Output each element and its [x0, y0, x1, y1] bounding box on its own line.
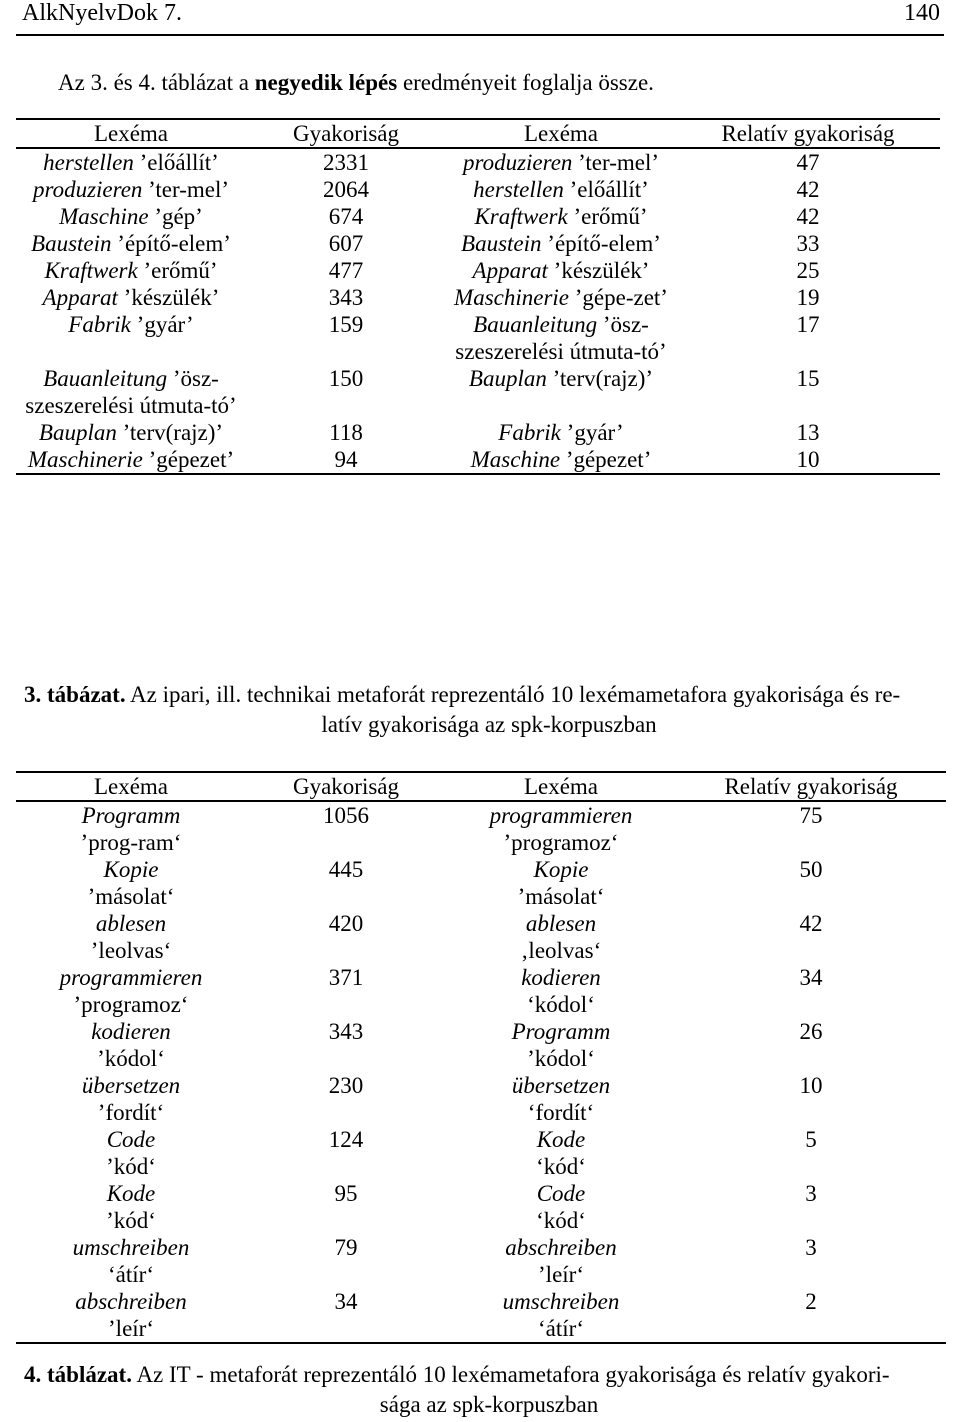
- lexeme-word: Maschine: [59, 204, 149, 229]
- relative-frequency-cell: 34: [799, 965, 823, 990]
- lexeme-cell: [16, 964, 246, 1018]
- journal-title: AlkNyelvDok 7.: [22, 0, 182, 26]
- lexeme-word: herstellen: [473, 177, 564, 202]
- lexeme-word: Baustein: [461, 231, 542, 256]
- table-3-caption: [24, 680, 954, 740]
- lexeme-cell: [446, 419, 676, 446]
- lexeme-word: Bauplan: [38, 420, 117, 445]
- lexeme-word: Kopie: [103, 857, 159, 882]
- lexeme-gloss: ’építő-elem’: [541, 231, 661, 256]
- table-3: [16, 118, 940, 475]
- column-header: Gyakoriság: [292, 121, 400, 146]
- column-header: Lexéma: [523, 121, 599, 146]
- lexeme-cell: [16, 1126, 246, 1180]
- lexeme-word: übersetzen: [81, 1073, 181, 1098]
- relative-frequency-cell: 10: [796, 447, 820, 472]
- lexeme-word: Maschinerie: [454, 285, 569, 310]
- lexeme-word: programmieren: [59, 965, 203, 990]
- lexeme-cell: [446, 1018, 676, 1072]
- lexeme-gloss: ’ter-mel’: [142, 177, 230, 202]
- relative-frequency-cell: 13: [796, 420, 820, 445]
- lexeme-gloss: ’kódol‘: [97, 1046, 165, 1071]
- caption-label: 4. táblázat.: [24, 1362, 132, 1387]
- relative-frequency-cell: 2: [805, 1289, 817, 1314]
- lexeme-cell: [446, 910, 676, 964]
- lexeme-cell: [446, 284, 676, 311]
- lexeme-cell: [16, 284, 246, 311]
- relative-frequency-cell: 3: [805, 1181, 817, 1206]
- lexeme-cell: [16, 856, 246, 910]
- lexeme-word: Kode: [106, 1181, 156, 1206]
- column-header: Lexéma: [93, 121, 169, 146]
- lexeme-gloss: ’másolat‘: [87, 884, 175, 909]
- lexeme-cell: [16, 801, 246, 856]
- lexeme-gloss: ’kód‘: [106, 1208, 156, 1233]
- lexeme-word: Code: [536, 1181, 586, 1206]
- frequency-cell: 118: [329, 420, 363, 445]
- lexeme-cell: [446, 176, 676, 203]
- frequency-cell: 674: [328, 204, 364, 229]
- lexeme-gloss: ’kód‘: [106, 1154, 156, 1179]
- lexeme-gloss: ’gép’: [148, 204, 203, 229]
- lexeme-cell: [16, 1234, 246, 1288]
- table-row: [16, 1288, 946, 1343]
- lexeme-gloss: ‘átír‘: [108, 1262, 154, 1287]
- lexeme-word: Programm: [81, 803, 181, 828]
- lexeme-gloss: ’ösz-szeszerelési útmuta-tó’: [25, 366, 237, 418]
- lexeme-cell: [446, 311, 676, 365]
- lexeme-word: produzieren: [462, 150, 573, 175]
- page-header: [16, 0, 944, 36]
- lexeme-gloss: ‘kódol‘: [527, 992, 595, 1017]
- lexeme-cell: [16, 446, 246, 474]
- table-header-row: [16, 772, 946, 801]
- lexeme-gloss: ’előállít’: [133, 150, 219, 175]
- table-row: [16, 230, 940, 257]
- table-row: [16, 203, 940, 230]
- lexeme-cell: [16, 1072, 246, 1126]
- frequency-cell: 1056: [323, 803, 369, 828]
- table-row: [16, 910, 946, 964]
- frequency-cell: 150: [328, 366, 364, 391]
- lexeme-gloss: ’készülék’: [547, 258, 650, 283]
- lexeme-cell: [446, 257, 676, 284]
- table-row: [16, 1180, 946, 1234]
- lexeme-word: Kraftwerk: [474, 204, 568, 229]
- lexeme-cell: [446, 230, 676, 257]
- lexeme-word: abschreiben: [75, 1289, 187, 1314]
- lexeme-word: kodieren: [91, 1019, 171, 1044]
- lexeme-gloss: ‘fordít‘: [527, 1100, 595, 1125]
- lexeme-gloss: ’terv(rajz)’: [116, 420, 224, 445]
- relative-frequency-cell: 42: [796, 204, 820, 229]
- lexeme-gloss: ’építő-elem’: [111, 231, 231, 256]
- caption-text: Az ipari, ill. technikai metaforát reprezentáló 10 lexémametafora gyakorisága és re-: [125, 682, 901, 707]
- table-row: [16, 284, 940, 311]
- frequency-cell: 79: [334, 1235, 358, 1260]
- lexeme-gloss: ’gépe-zet’: [569, 285, 668, 310]
- relative-frequency-cell: 3: [805, 1235, 817, 1260]
- table-row: [16, 176, 940, 203]
- relative-frequency-cell: 19: [796, 285, 820, 310]
- frequency-cell: 94: [334, 447, 358, 472]
- relative-frequency-cell: 42: [796, 177, 820, 202]
- lexeme-gloss: ’terv(rajz)’: [546, 366, 654, 391]
- intro-suffix: eredményeit foglalja össze.: [397, 70, 654, 95]
- lexeme-cell: [16, 203, 246, 230]
- lexeme-gloss: ’gyár’: [130, 312, 194, 337]
- frequency-cell: 343: [328, 1019, 364, 1044]
- lexeme-word: Code: [106, 1127, 156, 1152]
- table-row: [16, 801, 946, 856]
- intro-bold: negyedik lépés: [254, 70, 398, 95]
- frequency-cell: 477: [328, 258, 364, 283]
- lexeme-cell: [16, 910, 246, 964]
- relative-frequency-cell: 17: [796, 312, 820, 337]
- lexeme-cell: [446, 148, 676, 176]
- lexeme-word: Kraftwerk: [44, 258, 138, 283]
- lexeme-gloss: ’leír‘: [108, 1316, 154, 1341]
- relative-frequency-cell: 26: [799, 1019, 823, 1044]
- relative-frequency-cell: 50: [799, 857, 823, 882]
- table-row: [16, 1126, 946, 1180]
- lexeme-word: Kode: [536, 1127, 586, 1152]
- frequency-cell: 2064: [323, 177, 369, 202]
- lexeme-gloss: ’erőmű’: [137, 258, 218, 283]
- lexeme-word: Bauplan: [468, 366, 547, 391]
- relative-frequency-cell: 33: [796, 231, 820, 256]
- lexeme-cell: [446, 964, 676, 1018]
- lexeme-cell: [16, 148, 246, 176]
- column-header: Lexéma: [523, 774, 599, 799]
- intro-prefix: Az 3. és 4. táblázat a: [58, 70, 255, 95]
- lexeme-word: Kopie: [533, 857, 589, 882]
- table-row: [16, 257, 940, 284]
- column-header: Relatív gyakoriság: [721, 121, 895, 146]
- lexeme-gloss: ‘átír‘: [538, 1316, 584, 1341]
- table-row: [16, 1018, 946, 1072]
- lexeme-cell: [16, 1018, 246, 1072]
- frequency-cell: 230: [328, 1073, 364, 1098]
- table-row: [16, 365, 940, 419]
- lexeme-cell: [446, 365, 676, 419]
- lexeme-word: Apparat: [472, 258, 548, 283]
- lexeme-word: Fabrik: [68, 312, 131, 337]
- lexeme-gloss: ’programoz‘: [73, 992, 189, 1017]
- lexeme-gloss: ’gyár’: [560, 420, 624, 445]
- column-header: Lexéma: [93, 774, 169, 799]
- lexeme-gloss: ’készülék’: [117, 285, 220, 310]
- column-header: Relatív gyakoriság: [724, 774, 898, 799]
- frequency-cell: 2331: [323, 150, 369, 175]
- lexeme-cell: [16, 419, 246, 446]
- lexeme-cell: [446, 856, 676, 910]
- table-row: [16, 148, 940, 176]
- lexeme-word: Baustein: [31, 231, 112, 256]
- lexeme-cell: [446, 1288, 676, 1343]
- lexeme-gloss: ’prog-ram‘: [80, 830, 182, 855]
- intro-paragraph: [58, 70, 654, 96]
- lexeme-gloss: ‘kód‘: [536, 1154, 586, 1179]
- lexeme-cell: [446, 1234, 676, 1288]
- frequency-cell: 159: [328, 312, 364, 337]
- table-row: [16, 964, 946, 1018]
- column-header: Gyakoriság: [292, 774, 400, 799]
- lexeme-word: produzieren: [32, 177, 143, 202]
- lexeme-gloss: ’leír‘: [538, 1262, 584, 1287]
- lexeme-cell: [446, 801, 676, 856]
- table-4: [16, 771, 946, 1344]
- table-row: [16, 1234, 946, 1288]
- lexeme-cell: [16, 311, 246, 365]
- relative-frequency-cell: 42: [799, 911, 823, 936]
- lexeme-gloss: ’ösz-szeszerelési útmuta-tó’: [455, 312, 667, 364]
- relative-frequency-cell: 5: [805, 1127, 817, 1152]
- page-number: 140: [904, 0, 940, 26]
- lexeme-gloss: ’másolat‘: [517, 884, 605, 909]
- lexeme-cell: [446, 1180, 676, 1234]
- table-row: [16, 419, 940, 446]
- lexeme-word: Fabrik: [498, 420, 561, 445]
- lexeme-word: abschreiben: [505, 1235, 617, 1260]
- caption-text: sága az spk-korpuszban: [379, 1392, 599, 1417]
- lexeme-cell: [16, 257, 246, 284]
- lexeme-word: programmieren: [489, 803, 633, 828]
- lexeme-cell: [446, 1126, 676, 1180]
- relative-frequency-cell: 75: [799, 803, 823, 828]
- lexeme-cell: [446, 446, 676, 474]
- lexeme-word: übersetzen: [511, 1073, 611, 1098]
- lexeme-word: ablesen: [95, 911, 167, 936]
- frequency-cell: 420: [328, 911, 364, 936]
- frequency-cell: 95: [334, 1181, 358, 1206]
- relative-frequency-cell: 10: [799, 1073, 823, 1098]
- lexeme-word: kodieren: [521, 965, 601, 990]
- lexeme-gloss: ’előállít’: [563, 177, 649, 202]
- lexeme-word: Programm: [511, 1019, 611, 1044]
- lexeme-gloss: ’gépezet’: [142, 447, 235, 472]
- lexeme-gloss: ’kódol‘: [527, 1046, 595, 1071]
- table-row: [16, 446, 940, 474]
- lexeme-word: Apparat: [42, 285, 118, 310]
- frequency-cell: 607: [328, 231, 364, 256]
- relative-frequency-cell: 15: [796, 366, 820, 391]
- lexeme-gloss: ’fordít‘: [97, 1100, 165, 1125]
- lexeme-gloss: ’gépezet’: [560, 447, 652, 472]
- table-row: [16, 311, 940, 365]
- table-header-row: [16, 119, 940, 148]
- lexeme-gloss: ‚leolvas‘: [520, 938, 602, 963]
- lexeme-cell: [16, 1180, 246, 1234]
- lexeme-cell: [446, 1072, 676, 1126]
- lexeme-gloss: ’programoz‘: [503, 830, 619, 855]
- lexeme-word: Maschine: [470, 447, 561, 472]
- lexeme-word: ablesen: [525, 911, 597, 936]
- frequency-cell: 124: [328, 1127, 364, 1152]
- caption-text: latív gyakorisága az spk-korpuszban: [321, 712, 657, 737]
- lexeme-gloss: ‘kód‘: [536, 1208, 586, 1233]
- relative-frequency-cell: 25: [796, 258, 820, 283]
- frequency-cell: 445: [328, 857, 364, 882]
- lexeme-word: umschreiben: [502, 1289, 620, 1314]
- table-4-caption: [24, 1360, 954, 1420]
- lexeme-cell: [16, 365, 246, 419]
- caption-text: Az IT - metaforát reprezentáló 10 lexémametafora gyakorisága és relatív gyakori-: [131, 1362, 890, 1387]
- frequency-cell: 34: [334, 1289, 358, 1314]
- lexeme-cell: [16, 176, 246, 203]
- lexeme-gloss: ’erőmű’: [567, 204, 648, 229]
- lexeme-word: Bauanleitung: [43, 366, 168, 391]
- lexeme-gloss: ’leolvas‘: [90, 938, 172, 963]
- lexeme-cell: [16, 1288, 246, 1343]
- lexeme-cell: [16, 230, 246, 257]
- table-row: [16, 1072, 946, 1126]
- lexeme-gloss: ’ter-mel’: [572, 150, 660, 175]
- lexeme-word: Bauanleitung: [473, 312, 598, 337]
- frequency-cell: 371: [328, 965, 364, 990]
- lexeme-word: umschreiben: [72, 1235, 190, 1260]
- lexeme-word: Maschinerie: [27, 447, 143, 472]
- relative-frequency-cell: 47: [796, 150, 820, 175]
- frequency-cell: 343: [328, 285, 364, 310]
- caption-label: 3. tábázat.: [24, 682, 126, 707]
- lexeme-cell: [446, 203, 676, 230]
- table-row: [16, 856, 946, 910]
- lexeme-word: herstellen: [43, 150, 134, 175]
